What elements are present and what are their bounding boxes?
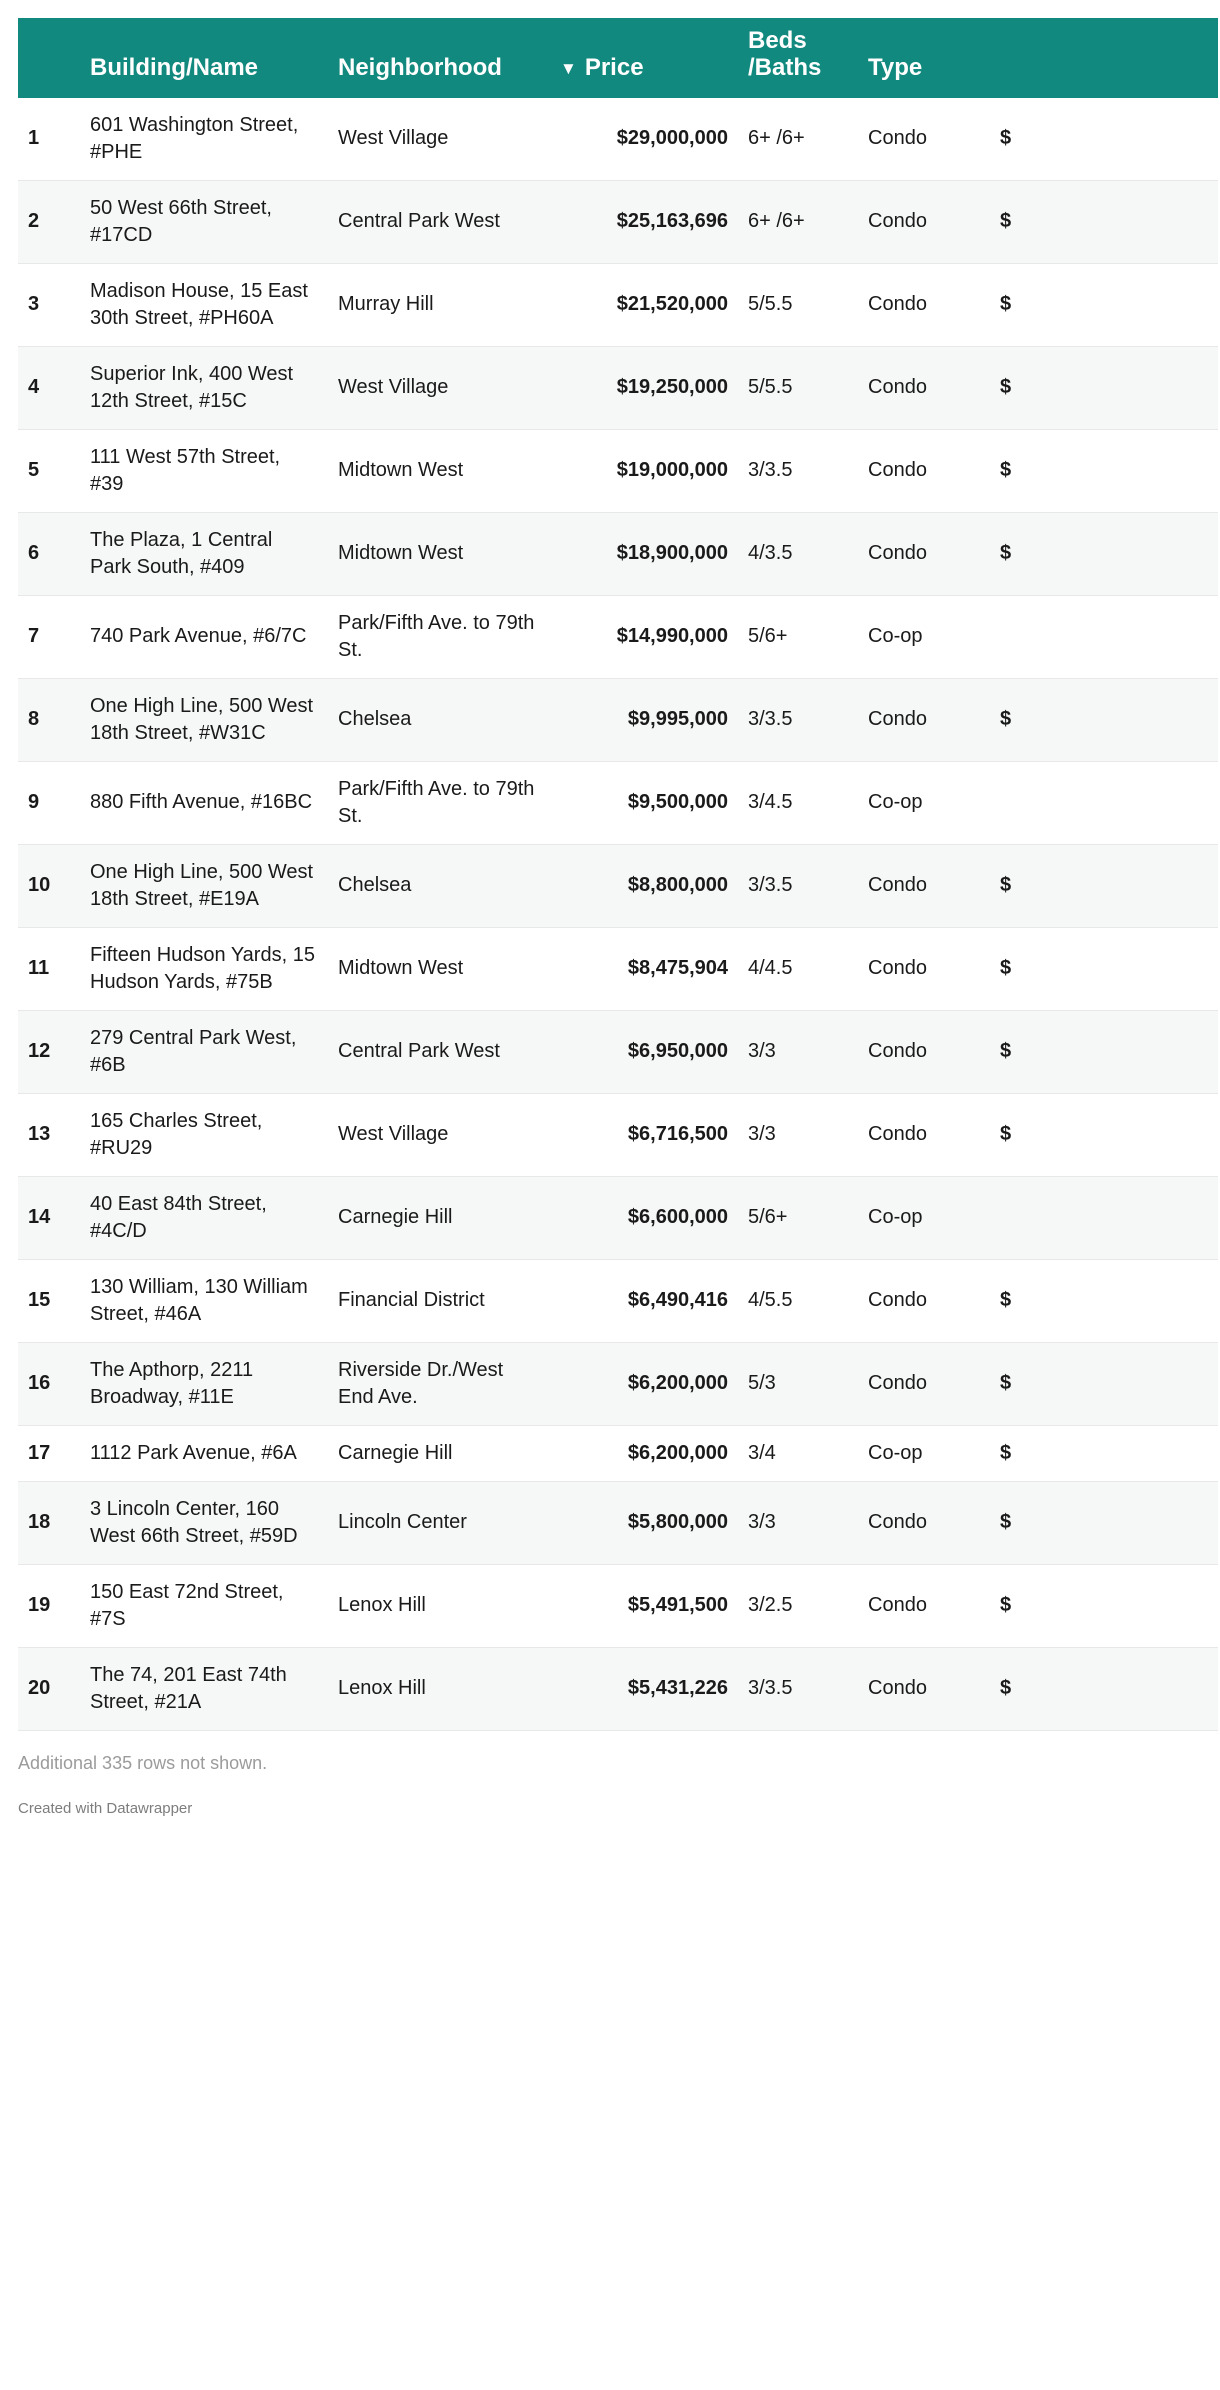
cell-building-name: One High Line, 500 West 18th Street, #E19A [80,844,328,927]
column-header-extra[interactable] [990,18,1218,98]
table-row[interactable] [18,512,1218,595]
cell-price: $6,200,000 [550,1425,738,1481]
cell-type: Co-op [858,1425,990,1481]
cell-rank: 12 [18,1010,80,1093]
cell-neighborhood: Murray Hill [328,263,550,346]
table-row[interactable] [18,1259,1218,1342]
cell-rank: 9 [18,761,80,844]
cell-price: $8,475,904 [550,927,738,1010]
cell-beds-baths: 4/3.5 [738,512,858,595]
cell-type: Co-op [858,595,990,678]
cell-neighborhood: Carnegie Hill [328,1176,550,1259]
cell-rank: 14 [18,1176,80,1259]
cell-building-name: 601 Washington Street, #PHE [80,98,328,181]
table-row[interactable] [18,1093,1218,1176]
column-header-baths-label: /Baths [748,53,822,81]
cell-building-name: Madison House, 15 East 30th Street, #PH60A [80,263,328,346]
cell-rank: 11 [18,927,80,1010]
listings-table [18,18,1218,1731]
cell-beds-baths: 5/6+ [738,1176,858,1259]
cell-extra: $ [990,1093,1218,1176]
cell-type: Condo [858,1010,990,1093]
cell-extra: $ [990,1647,1218,1730]
table-row[interactable] [18,927,1218,1010]
cell-extra: $ [990,1425,1218,1481]
cell-type: Co-op [858,1176,990,1259]
cell-extra: $ [990,346,1218,429]
table-row[interactable] [18,263,1218,346]
cell-beds-baths: 3/2.5 [738,1564,858,1647]
table-row[interactable] [18,1176,1218,1259]
table-row[interactable] [18,761,1218,844]
table-row[interactable] [18,180,1218,263]
cell-extra: $ [990,1010,1218,1093]
cell-type: Condo [858,512,990,595]
cell-rank: 1 [18,98,80,181]
cell-building-name: 130 William, 130 William Street, #46A [80,1259,328,1342]
cell-extra: $ [990,1342,1218,1425]
cell-beds-baths: 3/3.5 [738,429,858,512]
cell-beds-baths: 4/5.5 [738,1259,858,1342]
cell-extra: $ [990,844,1218,927]
cell-neighborhood: Park/Fifth Ave. to 79th St. [328,761,550,844]
cell-neighborhood: Lenox Hill [328,1647,550,1730]
cell-beds-baths: 5/5.5 [738,346,858,429]
cell-rank: 10 [18,844,80,927]
cell-type: Condo [858,1093,990,1176]
cell-extra: $ [990,429,1218,512]
cell-building-name: 111 West 57th Street, #39 [80,429,328,512]
cell-price: $6,950,000 [550,1010,738,1093]
cell-neighborhood: Midtown West [328,429,550,512]
column-header-building-name[interactable]: Building/Name [80,18,328,98]
column-header-price-label: Price [584,53,644,81]
column-header-rank[interactable] [18,18,80,98]
cell-neighborhood: Midtown West [328,927,550,1010]
cell-extra: $ [990,1259,1218,1342]
table-row[interactable] [18,98,1218,181]
cell-neighborhood: Central Park West [328,1010,550,1093]
cell-price: $21,520,000 [550,263,738,346]
cell-price: $29,000,000 [550,98,738,181]
cell-price: $5,491,500 [550,1564,738,1647]
table-row[interactable] [18,1564,1218,1647]
cell-rank: 18 [18,1481,80,1564]
cell-type: Condo [858,98,990,181]
cell-price: $6,716,500 [550,1093,738,1176]
cell-price: $8,800,000 [550,844,738,927]
cell-type: Condo [858,1647,990,1730]
cell-rank: 13 [18,1093,80,1176]
cell-extra: $ [990,263,1218,346]
cell-rank: 3 [18,263,80,346]
cell-building-name: 3 Lincoln Center, 160 West 66th Street, #59D [80,1481,328,1564]
cell-type: Condo [858,844,990,927]
cell-building-name: Fifteen Hudson Yards, 15 Hudson Yards, #75B [80,927,328,1010]
cell-price: $6,200,000 [550,1342,738,1425]
cell-beds-baths: 3/4.5 [738,761,858,844]
cell-building-name: The Plaza, 1 Central Park South, #409 [80,512,328,595]
cell-extra: $ [990,1564,1218,1647]
cell-rank: 17 [18,1425,80,1481]
cell-price: $6,490,416 [550,1259,738,1342]
cell-beds-baths: 5/3 [738,1342,858,1425]
cell-neighborhood: Central Park West [328,180,550,263]
cell-rank: 7 [18,595,80,678]
table-row[interactable] [18,1010,1218,1093]
cell-rank: 6 [18,512,80,595]
column-header-price[interactable] [550,18,738,98]
cell-extra [990,595,1218,678]
table-header-row [18,18,1218,98]
cell-neighborhood: West Village [328,346,550,429]
cell-building-name: 50 West 66th Street, #17CD [80,180,328,263]
column-header-neighborhood[interactable]: Neighborhood [328,18,550,98]
cell-type: Condo [858,1259,990,1342]
table-row[interactable] [18,1481,1218,1564]
cell-extra: $ [990,927,1218,1010]
table-row[interactable] [18,1647,1218,1730]
column-header-beds-label: Beds [748,27,807,54]
table-row[interactable] [18,678,1218,761]
cell-beds-baths: 6+ /6+ [738,180,858,263]
cell-extra: $ [990,180,1218,263]
cell-beds-baths: 3/3 [738,1010,858,1093]
cell-price: $5,800,000 [550,1481,738,1564]
cell-price: $9,995,000 [550,678,738,761]
cell-building-name: The 74, 201 East 74th Street, #21A [80,1647,328,1730]
cell-neighborhood: Lenox Hill [328,1564,550,1647]
cell-beds-baths: 4/4.5 [738,927,858,1010]
rows-not-shown-note: Additional 335 rows not shown. [18,1752,268,1773]
cell-neighborhood: Chelsea [328,678,550,761]
cell-beds-baths: 5/6+ [738,595,858,678]
cell-beds-baths: 3/3.5 [738,844,858,927]
cell-building-name: 279 Central Park West, #6B [80,1010,328,1093]
cell-type: Condo [858,180,990,263]
cell-beds-baths: 3/4 [738,1425,858,1481]
cell-type: Condo [858,1564,990,1647]
cell-neighborhood: Chelsea [328,844,550,927]
cell-building-name: 40 East 84th Street, #4C/D [80,1176,328,1259]
table-row[interactable] [18,346,1218,429]
cell-rank: 16 [18,1342,80,1425]
cell-type: Condo [858,346,990,429]
cell-beds-baths: 6+ /6+ [738,98,858,181]
cell-rank: 15 [18,1259,80,1342]
cell-neighborhood: Financial District [328,1259,550,1342]
cell-extra: $ [990,678,1218,761]
cell-building-name: 1112 Park Avenue, #6A [80,1425,328,1481]
cell-building-name: One High Line, 500 West 18th Street, #W31C [80,678,328,761]
cell-type: Co-op [858,761,990,844]
cell-type: Condo [858,1481,990,1564]
cell-neighborhood: West Village [328,98,550,181]
cell-building-name: 740 Park Avenue, #6/7C [80,595,328,678]
column-header-type[interactable]: Type [858,18,990,98]
datawrapper-credit: Created with Datawrapper [18,1799,193,1817]
cell-neighborhood: Lincoln Center [328,1481,550,1564]
cell-extra: $ [990,512,1218,595]
cell-beds-baths: 5/5.5 [738,263,858,346]
cell-neighborhood: Park/Fifth Ave. to 79th St. [328,595,550,678]
cell-rank: 19 [18,1564,80,1647]
table-row[interactable] [18,1342,1218,1425]
cell-type: Condo [858,927,990,1010]
cell-rank: 2 [18,180,80,263]
cell-rank: 8 [18,678,80,761]
cell-beds-baths: 3/3 [738,1093,858,1176]
table-header [18,18,1218,98]
cell-building-name: 880 Fifth Avenue, #16BC [80,761,328,844]
table-row[interactable] [18,844,1218,927]
cell-beds-baths: 3/3.5 [738,1647,858,1730]
cell-price: $5,431,226 [550,1647,738,1730]
cell-rank: 4 [18,346,80,429]
table-row[interactable] [18,1425,1218,1481]
sort-descending-icon: ▼ [560,59,577,79]
cell-extra: $ [990,98,1218,181]
cell-beds-baths: 3/3 [738,1481,858,1564]
cell-building-name: 165 Charles Street, #RU29 [80,1093,328,1176]
cell-price: $19,000,000 [550,429,738,512]
cell-neighborhood: West Village [328,1093,550,1176]
cell-price: $18,900,000 [550,512,738,595]
cell-neighborhood: Carnegie Hill [328,1425,550,1481]
cell-extra [990,761,1218,844]
cell-type: Condo [858,429,990,512]
cell-type: Condo [858,263,990,346]
cell-price: $14,990,000 [550,595,738,678]
cell-extra [990,1176,1218,1259]
cell-rank: 20 [18,1647,80,1730]
table-row[interactable] [18,429,1218,512]
cell-neighborhood: Midtown West [328,512,550,595]
cell-type: Condo [858,1342,990,1425]
cell-extra: $ [990,1481,1218,1564]
cell-price: $19,250,000 [550,346,738,429]
cell-building-name: Superior Ink, 400 West 12th Street, #15C [80,346,328,429]
cell-building-name: The Apthorp, 2211 Broadway, #11E [80,1342,328,1425]
cell-rank: 5 [18,429,80,512]
column-header-beds-baths[interactable] [738,18,858,98]
cell-building-name: 150 East 72nd Street, #7S [80,1564,328,1647]
cell-neighborhood: Riverside Dr./West End Ave. [328,1342,550,1425]
cell-beds-baths: 3/3.5 [738,678,858,761]
cell-price: $6,600,000 [550,1176,738,1259]
table-body [18,98,1218,1731]
cell-type: Condo [858,678,990,761]
cell-price: $25,163,696 [550,180,738,263]
table-row[interactable] [18,595,1218,678]
cell-price: $9,500,000 [550,761,738,844]
